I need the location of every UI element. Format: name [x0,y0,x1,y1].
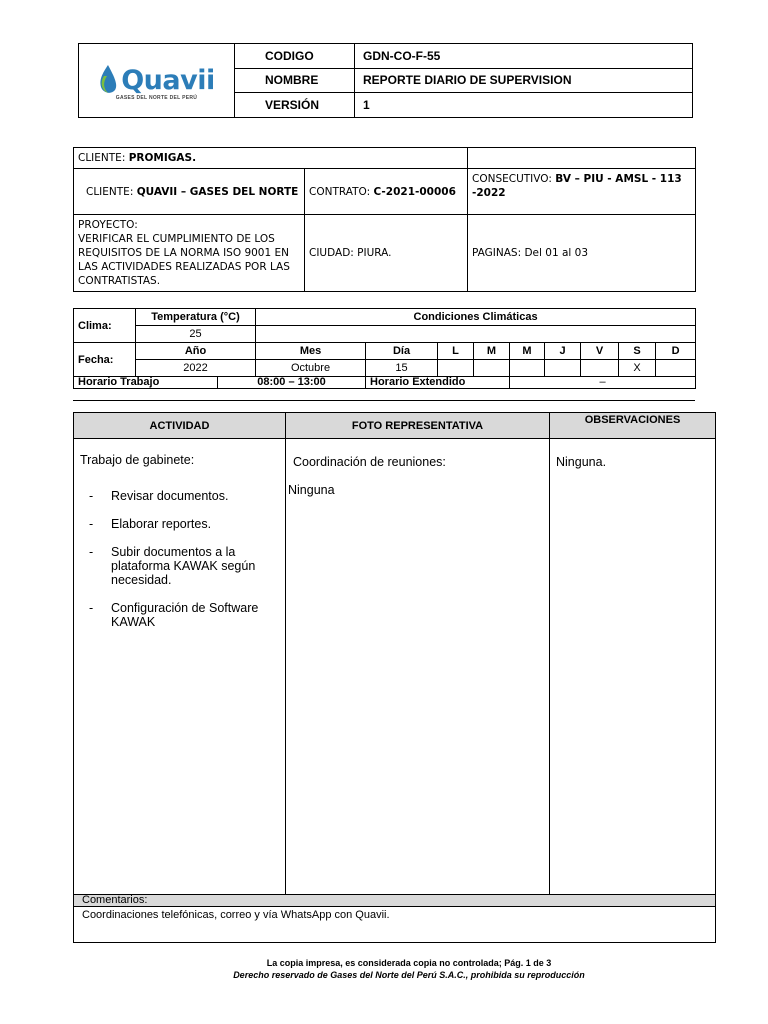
horario-extendido-label: Horario Extendido [366,377,510,389]
mes-header: Mes [256,343,366,360]
footer-rights: Derecho reservado de Gases del Norte del Perú S.A.C., prohibida su reproducción [233,970,585,980]
day-mark-m2 [510,360,545,377]
foto-line1: Coordinación de reuniones: [293,455,446,469]
dia-header: Día [366,343,438,360]
day-header-m: M [474,343,510,360]
observaciones-cell: Ninguna. [550,439,716,895]
anio-value: 2022 [136,360,256,377]
comentarios-text: Coordinaciones telefónicas, correo y vía WhatsApp con Quavii. [74,907,716,943]
contrato: CONTRATO: C-2021-00006 [305,169,468,215]
list-item: - Revisar documentos. [80,489,279,503]
actividad-header: ACTIVIDAD [74,413,286,439]
list-item: - Configuración de Software KAWAK [80,601,279,629]
temperatura-value: 25 [136,326,256,343]
day-mark-m [474,360,510,377]
version-label: VERSIÓN [235,93,355,118]
horario-extendido-value: – [510,377,696,389]
weather-date-table [73,308,696,389]
horario-trabajo-label: Horario Trabajo [74,377,218,389]
foto-line2: Ninguna [288,483,335,497]
day-mark-j [545,360,581,377]
day-mark-d [656,360,696,377]
condiciones-header: Condiciones Climáticas [256,309,696,326]
paginas: PAGINAS: Del 01 al 03 [468,215,696,292]
client-info-table [73,147,696,292]
footer-copy-notice: La copia impresa, es considerada copia no controlada; Pág. 1 de 3 [266,958,552,968]
nombre-label: NOMBRE [235,68,355,93]
horario-trabajo-value: 08:00 – 13:00 [218,377,366,389]
version-value: 1 [355,93,693,118]
anio-header: Año [136,343,256,360]
nombre-value: REPORTE DIARIO DE SUPERVISION [355,68,693,93]
actividad-list [80,489,279,629]
activity-table [73,412,716,943]
condiciones-value [256,326,696,343]
consecutivo: CONSECUTIVO: BV – PIU - AMSL - 113 -2022 [468,169,696,215]
day-header-l: L [438,343,474,360]
day-mark-v [581,360,619,377]
codigo-label: CODIGO [235,44,355,69]
day-header-j: J [545,343,581,360]
day-mark-s: X [619,360,656,377]
fecha-label: Fecha: [74,343,136,377]
proyecto: PROYECTO: VERIFICAR EL CUMPLIMIENTO DE LOS REQUISITOS DE LA NORMA ISO 9001 EN LAS ACTIVIDADES REALIZADAS POR LAS CONTRATISTAS. [74,215,305,292]
codigo-value: GDN-CO-F-55 [355,44,693,69]
day-header-d: D [656,343,696,360]
actividad-cell [74,439,286,895]
mes-value: Octubre [256,360,366,377]
list-item: - Elaborar reportes. [80,517,279,531]
temperatura-header: Temperatura (°C) [136,309,256,326]
divider [73,400,695,401]
day-header-v: V [581,343,619,360]
day-mark-l [438,360,474,377]
logo-subtitle: GASES DEL NORTE DEL PERÚ [115,95,198,101]
dia-value: 15 [366,360,438,377]
ciudad: CIUDAD: PIURA. [305,215,468,292]
cliente-primary: CLIENTE: PROMIGAS. [74,148,468,169]
clima-label: Clima: [74,309,136,343]
foto-header: FOTO REPRESENTATIVA [286,413,550,439]
comentarios-label: Comentarios: [74,895,716,907]
blank-cell [468,148,696,169]
observaciones-header: OBSERVACIONES [550,413,716,439]
actividad-intro: Trabajo de gabinete: [80,453,195,467]
logo [79,44,235,118]
cliente-secondary: CLIENTE: QUAVII – GASES DEL NORTE [74,169,305,215]
day-header-s: S [619,343,656,360]
list-item: - Subir documentos a la plataforma KAWAK según necesidad. [80,545,279,587]
foto-cell [286,439,550,895]
document-header [78,43,693,118]
logo-text: Quavii [121,64,215,96]
day-header-m2: M [510,343,545,360]
water-drop-icon [98,64,118,96]
